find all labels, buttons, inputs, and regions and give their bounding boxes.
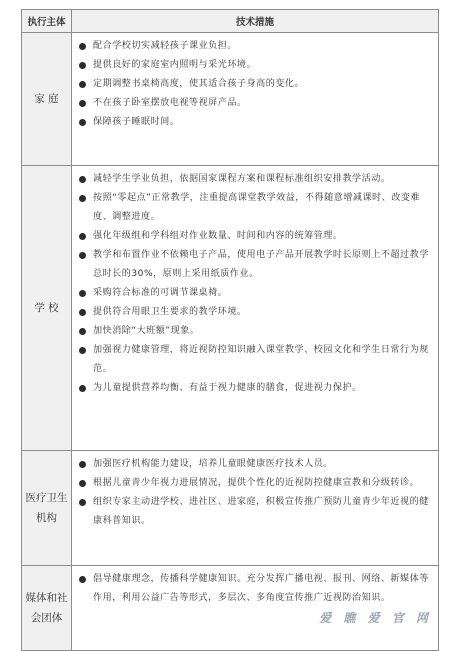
- org-cell-family: 家 庭: [22, 33, 72, 166]
- measure-item: 加快消除“大班额”现象。: [78, 322, 432, 341]
- bullet-icon: [79, 461, 86, 468]
- bullet-icon: [79, 119, 86, 126]
- measure-item: 提供符合用眼卫生要求的教学环境。: [78, 303, 432, 322]
- measures-cell-medical: [72, 451, 439, 566]
- bullet-icon: [79, 290, 86, 297]
- measure-item: 倡导健康理念，传播科学健康知识。充分发挥广播电视、报刊、网络、新媒体等作用，利用公益广告等形式，多层次、多角度宣传推广近视防治知识。: [78, 570, 432, 608]
- org-cell-school: 学 校: [22, 166, 72, 451]
- bullet-icon: [79, 385, 86, 392]
- measure-item: 按照“零起点”正常教学，注重提高课堂教学效益，不得随意增减课时、改变难度、调整进度。: [78, 189, 432, 227]
- measure-item: 减轻学生学业负担，依据国家课程方案和课程标准组织安排教学活动。: [78, 170, 432, 189]
- bullet-icon: [79, 195, 86, 202]
- measure-item: 教学和布置作业不依赖电子产品，使用电子产品开展教学时长原则上不超过教学总时长的30%，原则上采用纸质作业。: [78, 246, 432, 284]
- measure-list: [78, 570, 432, 608]
- bullet-icon: [79, 480, 86, 487]
- measure-item: 为儿童提供营养均衡、有益于视力健康的膳食，促进视力保护。: [78, 379, 432, 398]
- header-executor: 执行主体: [22, 10, 72, 33]
- bullet-icon: [79, 233, 86, 240]
- header-measures: 技术措施: [72, 10, 439, 33]
- measure-item: 定期调整书桌椅高度，使其适合孩子身高的变化。: [78, 75, 432, 94]
- measure-item: 配合学校切实减轻孩子课业负担。: [78, 37, 432, 56]
- table-row-school: [22, 166, 439, 451]
- bullet-icon: [79, 252, 86, 259]
- table-row-medical: [22, 451, 439, 566]
- bullet-icon: [79, 43, 86, 50]
- measure-item: 提供良好的家庭室内照明与采光环境。: [78, 56, 432, 75]
- site-watermark: 爱 瞧 爱 官 网: [319, 611, 432, 625]
- table-row-family: [22, 33, 439, 166]
- org-cell-medical: 医疗卫生机构: [22, 451, 72, 566]
- bullet-icon: [79, 499, 86, 506]
- bullet-icon: [79, 328, 86, 335]
- table-row-social: [22, 566, 439, 651]
- measure-list: [78, 37, 432, 132]
- measure-item: 采购符合标准的可调节课桌椅。: [78, 284, 432, 303]
- bullet-icon: [79, 81, 86, 88]
- measure-item: 根据儿童青少年视力进展情况，提供个性化的近视防控健康宣教和分级转诊。: [78, 474, 432, 493]
- org-cell-social: 媒体和社会团体: [22, 566, 72, 651]
- measure-item: 不在孩子卧室摆放电视等视屏产品。: [78, 94, 432, 113]
- measure-item: 加强视力健康管理，将近视防控知识融入课堂教学、校园文化和学生日常行为规范。: [78, 341, 432, 379]
- measure-item: 强化年级组和学科组对作业数量、时间和内容的统筹管理。: [78, 227, 432, 246]
- bullet-icon: [79, 62, 86, 69]
- measure-list: [78, 170, 432, 398]
- bullet-icon: [79, 100, 86, 107]
- measures-table: [21, 9, 439, 651]
- measures-cell-family: [72, 33, 439, 166]
- table-header-row: [22, 10, 439, 33]
- measure-list: [78, 455, 432, 531]
- bullet-icon: [79, 576, 86, 583]
- measure-item: 保障孩子睡眠时间。: [78, 113, 432, 132]
- bullet-icon: [79, 347, 86, 354]
- bullet-icon: [79, 309, 86, 316]
- measure-item: 加强医疗机构能力建设，培养儿童眼健康医疗技术人员。: [78, 455, 432, 474]
- measure-item: 组织专家主动进学校、进社区、进家庭，积极宣传推广预防儿童青少年近视的健康科普知识。: [78, 493, 432, 531]
- bullet-icon: [79, 176, 86, 183]
- measures-cell-school: [72, 166, 439, 451]
- measures-cell-social: [72, 566, 439, 651]
